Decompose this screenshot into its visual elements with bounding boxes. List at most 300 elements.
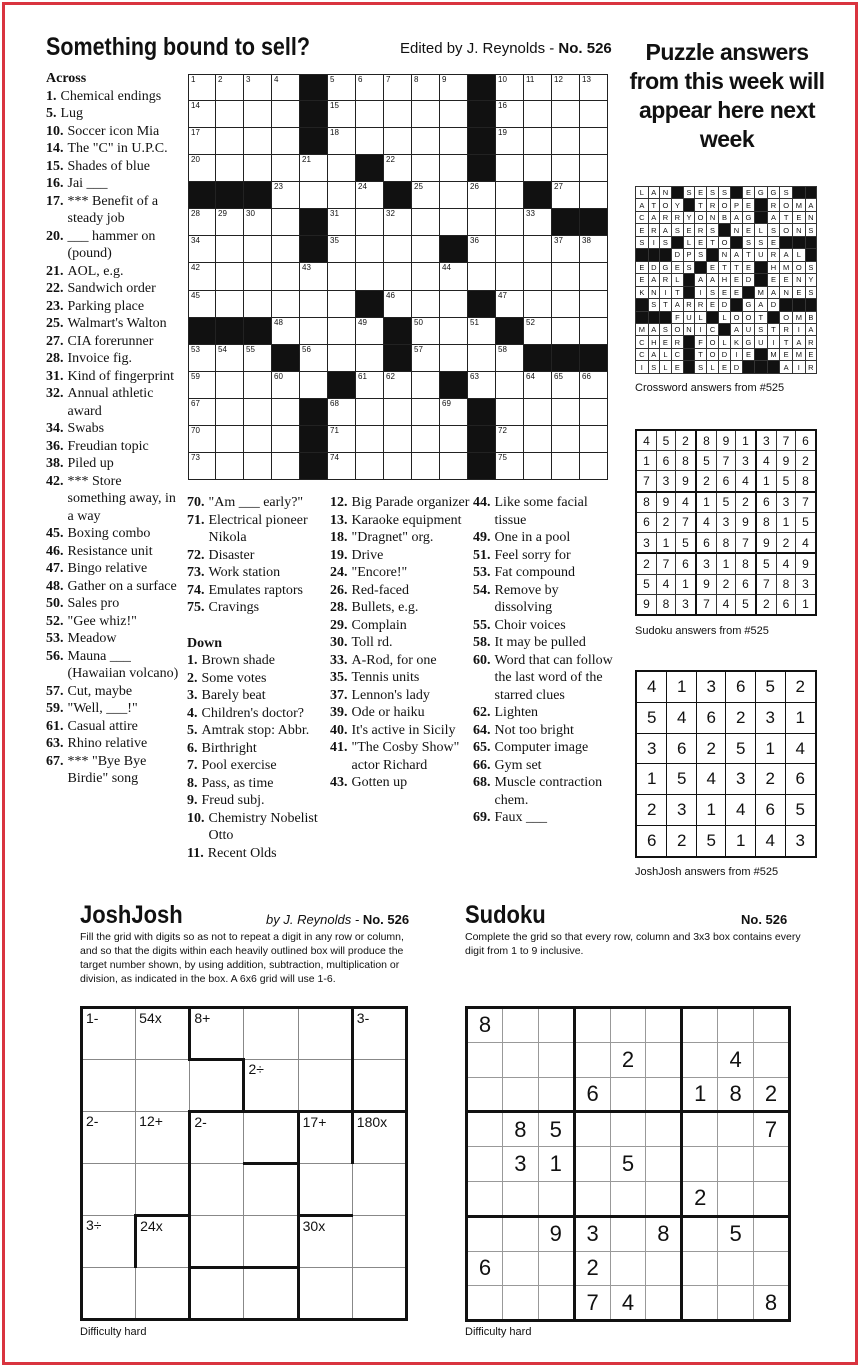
- crossword-cell[interactable]: [524, 291, 552, 318]
- crossword-cell[interactable]: [496, 426, 524, 453]
- sudoku-cell[interactable]: [502, 1042, 538, 1077]
- crossword-cell[interactable]: [524, 128, 552, 155]
- joshjosh-cell[interactable]: [298, 1268, 352, 1320]
- crossword-cell[interactable]: [496, 236, 524, 263]
- crossword-cell[interactable]: [188, 372, 216, 399]
- sudoku-cell[interactable]: [538, 1008, 574, 1043]
- crossword-cell[interactable]: [356, 426, 384, 453]
- crossword-cell[interactable]: [356, 182, 384, 209]
- crossword-cell[interactable]: [244, 236, 272, 263]
- sudoku-cell[interactable]: [574, 1112, 610, 1147]
- crossword-cell[interactable]: [552, 426, 580, 453]
- joshjosh-cell[interactable]: [136, 1216, 190, 1268]
- crossword-cell[interactable]: [496, 453, 524, 480]
- crossword-cell[interactable]: [524, 426, 552, 453]
- crossword-cell[interactable]: [356, 318, 384, 345]
- crossword-cell[interactable]: [440, 318, 468, 345]
- crossword-cell[interactable]: [272, 426, 300, 453]
- joshjosh-cell[interactable]: [136, 1008, 190, 1060]
- sudoku-given: 7: [754, 1112, 790, 1147]
- sudoku-cell[interactable]: [502, 1251, 538, 1286]
- crossword-cell[interactable]: [328, 263, 356, 290]
- crossword-cell[interactable]: [412, 182, 440, 209]
- sudoku-cell[interactable]: [538, 1042, 574, 1077]
- crossword-cell[interactable]: [384, 74, 412, 101]
- crossword-cell[interactable]: [328, 453, 356, 480]
- sudoku-cell[interactable]: [610, 1251, 646, 1286]
- crossword-cell[interactable]: [412, 236, 440, 263]
- joshjosh-cell[interactable]: [82, 1216, 136, 1268]
- crossword-cell[interactable]: [216, 74, 244, 101]
- crossword-cell[interactable]: [328, 236, 356, 263]
- crossword-cell[interactable]: [412, 291, 440, 318]
- clue-number: 40.: [330, 722, 348, 738]
- crossword-cell[interactable]: [272, 263, 300, 290]
- crossword-block: [468, 155, 496, 182]
- crossword-cell[interactable]: [496, 372, 524, 399]
- crossword-cell[interactable]: [272, 318, 300, 345]
- joshjosh-cell[interactable]: [136, 1164, 190, 1216]
- sudoku-cell[interactable]: [718, 1112, 754, 1147]
- sudoku-cell[interactable]: [682, 1042, 718, 1077]
- crossword-cell[interactable]: [412, 74, 440, 101]
- crossword-cell[interactable]: [272, 155, 300, 182]
- sudoku-cell[interactable]: [467, 1042, 503, 1077]
- crossword-cell[interactable]: [216, 128, 244, 155]
- crossword-cell[interactable]: [300, 155, 328, 182]
- joshjosh-cell[interactable]: [298, 1164, 352, 1216]
- crossword-cell[interactable]: [216, 426, 244, 453]
- answer-cell: 2: [636, 553, 656, 574]
- answer-cell: S: [780, 187, 793, 199]
- crossword-cell[interactable]: [188, 209, 216, 236]
- crossword-cell[interactable]: [384, 236, 412, 263]
- crossword-cell[interactable]: [356, 453, 384, 480]
- crossword-cell[interactable]: [412, 372, 440, 399]
- crossword-cell[interactable]: [328, 74, 356, 101]
- crossword-cell[interactable]: [412, 209, 440, 236]
- crossword-cell[interactable]: [552, 291, 580, 318]
- crossword-cell[interactable]: [216, 155, 244, 182]
- crossword-cell[interactable]: [412, 345, 440, 372]
- crossword-cell[interactable]: [244, 399, 272, 426]
- crossword-cell[interactable]: [188, 345, 216, 372]
- crossword-cell[interactable]: [524, 101, 552, 128]
- crossword-cell[interactable]: [440, 155, 468, 182]
- crossword-cell[interactable]: [272, 453, 300, 480]
- crossword-cell[interactable]: [468, 372, 496, 399]
- crossword-cell[interactable]: [384, 291, 412, 318]
- crossword-cell[interactable]: [188, 453, 216, 480]
- joshjosh-cell[interactable]: [190, 1268, 244, 1320]
- crossword-cell[interactable]: [384, 426, 412, 453]
- crossword-cell[interactable]: [328, 182, 356, 209]
- crossword-cell[interactable]: [468, 345, 496, 372]
- sudoku-cell[interactable]: [754, 1042, 790, 1077]
- sudoku-cell[interactable]: [718, 1147, 754, 1182]
- crossword-cell[interactable]: [496, 209, 524, 236]
- sudoku-cell[interactable]: [467, 1216, 503, 1251]
- crossword-cell[interactable]: [496, 101, 524, 128]
- crossword-cell[interactable]: [440, 74, 468, 101]
- crossword-cell[interactable]: [244, 426, 272, 453]
- crossword-cell[interactable]: [552, 74, 580, 101]
- sudoku-cell[interactable]: [682, 1112, 718, 1147]
- sudoku-cell[interactable]: [467, 1077, 503, 1112]
- crossword-cell[interactable]: [216, 101, 244, 128]
- crossword-cell[interactable]: [524, 236, 552, 263]
- sudoku-cell[interactable]: [538, 1251, 574, 1286]
- sudoku-cell[interactable]: [610, 1077, 646, 1112]
- sudoku-cell[interactable]: [502, 1286, 538, 1321]
- crossword-cell[interactable]: [412, 263, 440, 290]
- joshjosh-cell[interactable]: [298, 1216, 352, 1268]
- joshjosh-cell[interactable]: [244, 1268, 298, 1320]
- crossword-cell[interactable]: [216, 236, 244, 263]
- crossword-cell[interactable]: [440, 399, 468, 426]
- crossword-cell[interactable]: [524, 372, 552, 399]
- sudoku-cell[interactable]: [682, 1008, 718, 1043]
- answer-cell: S: [648, 299, 659, 311]
- crossword-cell[interactable]: [468, 263, 496, 290]
- crossword-cell[interactable]: [440, 426, 468, 453]
- crossword-cell[interactable]: [272, 209, 300, 236]
- crossword-cell[interactable]: [384, 101, 412, 128]
- sudoku-cell[interactable]: [754, 1181, 790, 1216]
- crossword-cell[interactable]: [188, 426, 216, 453]
- clue-number: 17.: [46, 193, 64, 209]
- crossword-cell[interactable]: [328, 155, 356, 182]
- joshjosh-cell[interactable]: [244, 1008, 298, 1060]
- crossword-cell[interactable]: [552, 155, 580, 182]
- joshjosh-cell[interactable]: [352, 1112, 406, 1164]
- joshjosh-cell[interactable]: [298, 1008, 352, 1060]
- crossword-cell[interactable]: [300, 182, 328, 209]
- joshjosh-cell[interactable]: [82, 1008, 136, 1060]
- joshjosh-cell[interactable]: [82, 1164, 136, 1216]
- sudoku-cell[interactable]: [646, 1181, 682, 1216]
- clue-item: [330, 564, 470, 582]
- crossword-cell[interactable]: [328, 128, 356, 155]
- crossword-cell[interactable]: [496, 263, 524, 290]
- joshjosh-cell[interactable]: [352, 1008, 406, 1060]
- sudoku-cell[interactable]: [646, 1077, 682, 1112]
- crossword-cell[interactable]: [216, 453, 244, 480]
- crossword-cell[interactable]: [552, 182, 580, 209]
- crossword-cell[interactable]: [328, 318, 356, 345]
- crossword-cell[interactable]: [552, 101, 580, 128]
- crossword-cell[interactable]: [272, 101, 300, 128]
- crossword-cell[interactable]: [356, 74, 384, 101]
- crossword-cell[interactable]: [300, 318, 328, 345]
- sudoku-cell[interactable]: [754, 1008, 790, 1043]
- joshjosh-cell[interactable]: [136, 1268, 190, 1320]
- crossword-cell[interactable]: [244, 74, 272, 101]
- crossword-cell[interactable]: [580, 399, 608, 426]
- joshjosh-cell[interactable]: [244, 1164, 298, 1216]
- joshjosh-cell[interactable]: [244, 1060, 298, 1112]
- sudoku-cell[interactable]: [682, 1251, 718, 1286]
- crossword-cell[interactable]: [496, 399, 524, 426]
- crossword-cell[interactable]: [524, 399, 552, 426]
- sudoku-cell[interactable]: [574, 1042, 610, 1077]
- crossword-cell[interactable]: [580, 453, 608, 480]
- crossword-cell[interactable]: [188, 399, 216, 426]
- sudoku-cell[interactable]: [574, 1181, 610, 1216]
- sudoku-cell[interactable]: [574, 1008, 610, 1043]
- crossword-cell[interactable]: [188, 263, 216, 290]
- sudoku-cell[interactable]: [646, 1008, 682, 1043]
- joshjosh-cell[interactable]: [352, 1060, 406, 1112]
- sudoku-cell[interactable]: [610, 1216, 646, 1251]
- crossword-cell[interactable]: [244, 453, 272, 480]
- crossword-cell[interactable]: [580, 372, 608, 399]
- crossword-cell[interactable]: [580, 155, 608, 182]
- joshjosh-cell[interactable]: [82, 1112, 136, 1164]
- joshjosh-cell[interactable]: [82, 1060, 136, 1112]
- sudoku-cell[interactable]: [502, 1008, 538, 1043]
- crossword-cell[interactable]: [580, 236, 608, 263]
- crossword-cell[interactable]: [272, 372, 300, 399]
- answer-block: [671, 187, 683, 199]
- crossword-cell[interactable]: [244, 155, 272, 182]
- clue-text: Freud subj.: [201, 793, 265, 808]
- crossword-cell[interactable]: [552, 318, 580, 345]
- sudoku-cell[interactable]: [467, 1286, 503, 1321]
- sudoku-cell[interactable]: [538, 1077, 574, 1112]
- crossword-cell[interactable]: [412, 128, 440, 155]
- crossword-cell[interactable]: [356, 236, 384, 263]
- crossword-cell[interactable]: [496, 74, 524, 101]
- crossword-cell[interactable]: [580, 182, 608, 209]
- crossword-cell[interactable]: [524, 209, 552, 236]
- crossword-cell[interactable]: [580, 74, 608, 101]
- crossword-cell[interactable]: [356, 372, 384, 399]
- sudoku-cell[interactable]: [646, 1286, 682, 1321]
- crossword-cell[interactable]: [216, 291, 244, 318]
- joshjosh-cell[interactable]: [136, 1060, 190, 1112]
- crossword-cell[interactable]: [384, 399, 412, 426]
- joshjosh-cell[interactable]: [244, 1216, 298, 1268]
- crossword-cell[interactable]: [244, 291, 272, 318]
- crossword-cell[interactable]: [356, 399, 384, 426]
- crossword-cell[interactable]: [580, 291, 608, 318]
- joshjosh-cell[interactable]: [298, 1112, 352, 1164]
- sudoku-cell[interactable]: [538, 1286, 574, 1321]
- sudoku-cell[interactable]: [502, 1077, 538, 1112]
- crossword-cell[interactable]: [440, 209, 468, 236]
- crossword-cell[interactable]: [440, 182, 468, 209]
- crossword-cell[interactable]: [188, 101, 216, 128]
- sudoku-cell[interactable]: [754, 1251, 790, 1286]
- sudoku-cell[interactable]: [610, 1181, 646, 1216]
- sudoku-cell[interactable]: [754, 1147, 790, 1182]
- crossword-cell[interactable]: [552, 453, 580, 480]
- crossword-cell[interactable]: [552, 263, 580, 290]
- joshjosh-cell[interactable]: [82, 1268, 136, 1320]
- crossword-cell[interactable]: [496, 128, 524, 155]
- crossword-cell[interactable]: [216, 209, 244, 236]
- answer-cell: 1: [656, 532, 675, 553]
- crossword-cell[interactable]: [440, 128, 468, 155]
- crossword-cell[interactable]: [188, 291, 216, 318]
- crossword-cell[interactable]: [440, 291, 468, 318]
- crossword-cell[interactable]: [384, 155, 412, 182]
- crossword-cell[interactable]: [552, 399, 580, 426]
- crossword-cell[interactable]: [412, 426, 440, 453]
- crossword-cell[interactable]: [580, 101, 608, 128]
- crossword-cell[interactable]: [468, 318, 496, 345]
- joshjosh-cell[interactable]: [352, 1268, 406, 1320]
- sudoku-cell[interactable]: [718, 1181, 754, 1216]
- crossword-cell[interactable]: [580, 426, 608, 453]
- crossword-cell[interactable]: [300, 263, 328, 290]
- sudoku-cell[interactable]: [754, 1216, 790, 1251]
- joshjosh-cell[interactable]: [190, 1164, 244, 1216]
- sudoku-cell[interactable]: [538, 1181, 574, 1216]
- crossword-cell[interactable]: [384, 453, 412, 480]
- crossword-cell[interactable]: [328, 426, 356, 453]
- crossword-row: [188, 318, 608, 345]
- crossword-cell[interactable]: [244, 128, 272, 155]
- crossword-cell[interactable]: [216, 345, 244, 372]
- sudoku-cell[interactable]: [502, 1216, 538, 1251]
- crossword-cell[interactable]: [580, 263, 608, 290]
- crossword-cell[interactable]: [468, 236, 496, 263]
- crossword-cell[interactable]: [552, 128, 580, 155]
- crossword-cell[interactable]: [244, 209, 272, 236]
- sudoku-cell[interactable]: [467, 1181, 503, 1216]
- joshjosh-cell[interactable]: [244, 1112, 298, 1164]
- crossword-cell[interactable]: [412, 318, 440, 345]
- sudoku-cell[interactable]: [467, 1147, 503, 1182]
- crossword-cell[interactable]: [384, 128, 412, 155]
- sudoku-cell[interactable]: [682, 1216, 718, 1251]
- crossword-cell[interactable]: [440, 101, 468, 128]
- crossword-cell[interactable]: [328, 101, 356, 128]
- sudoku-cell[interactable]: [574, 1147, 610, 1182]
- crossword-cell[interactable]: [300, 372, 328, 399]
- crossword-cell[interactable]: [244, 345, 272, 372]
- crossword-cell[interactable]: [272, 74, 300, 101]
- sudoku-cell[interactable]: [718, 1251, 754, 1286]
- crossword-cell[interactable]: [412, 101, 440, 128]
- crossword-grid[interactable]: [188, 74, 608, 480]
- crossword-cell[interactable]: [496, 345, 524, 372]
- crossword-cell[interactable]: [244, 101, 272, 128]
- crossword-cell[interactable]: [524, 453, 552, 480]
- sudoku-cell[interactable]: [646, 1251, 682, 1286]
- crossword-cell[interactable]: [328, 399, 356, 426]
- joshjosh-grid[interactable]: [80, 1006, 408, 1321]
- crossword-cell[interactable]: [524, 74, 552, 101]
- sudoku-cell[interactable]: [646, 1147, 682, 1182]
- crossword-cell[interactable]: [552, 372, 580, 399]
- sudoku-cell[interactable]: [682, 1147, 718, 1182]
- crossword-cell[interactable]: [300, 345, 328, 372]
- crossword-cell[interactable]: [272, 182, 300, 209]
- sudoku-cell[interactable]: [610, 1008, 646, 1043]
- crossword-cell[interactable]: [328, 345, 356, 372]
- crossword-cell[interactable]: [524, 155, 552, 182]
- crossword-cell[interactable]: [272, 399, 300, 426]
- crossword-cell[interactable]: [300, 291, 328, 318]
- crossword-cell[interactable]: [356, 209, 384, 236]
- sudoku-cell[interactable]: [682, 1286, 718, 1321]
- crossword-cell[interactable]: [384, 263, 412, 290]
- crossword-cell[interactable]: [216, 399, 244, 426]
- crossword-cell[interactable]: [440, 345, 468, 372]
- crossword-cell[interactable]: [412, 453, 440, 480]
- crossword-cell[interactable]: [356, 101, 384, 128]
- joshjosh-cell[interactable]: [352, 1164, 406, 1216]
- crossword-cell[interactable]: [272, 291, 300, 318]
- crossword-cell[interactable]: [384, 372, 412, 399]
- crossword-cell[interactable]: [244, 263, 272, 290]
- crossword-cell[interactable]: [496, 182, 524, 209]
- sudoku-cell[interactable]: [502, 1181, 538, 1216]
- sudoku-grid[interactable]: [465, 1006, 791, 1322]
- sudoku-cell[interactable]: [646, 1042, 682, 1077]
- crossword-cell[interactable]: [272, 236, 300, 263]
- crossword-cell[interactable]: [244, 372, 272, 399]
- joshjosh-cell[interactable]: [190, 1060, 244, 1112]
- crossword-cell[interactable]: [468, 209, 496, 236]
- sudoku-cell[interactable]: [646, 1112, 682, 1147]
- crossword-cell[interactable]: [188, 74, 216, 101]
- sudoku-cell[interactable]: [718, 1286, 754, 1321]
- crossword-cell[interactable]: [580, 318, 608, 345]
- crossword-cell[interactable]: [328, 209, 356, 236]
- clue-text: Feel sorry for: [494, 547, 571, 563]
- sudoku-given: 8: [467, 1008, 503, 1043]
- answer-block: [648, 249, 659, 261]
- crossword-cell[interactable]: [496, 291, 524, 318]
- crossword-cell[interactable]: [440, 453, 468, 480]
- crossword-cell[interactable]: [188, 155, 216, 182]
- crossword-cell[interactable]: [412, 399, 440, 426]
- crossword-cell[interactable]: [328, 291, 356, 318]
- sudoku-cell[interactable]: [610, 1112, 646, 1147]
- crossword-cell[interactable]: [412, 155, 440, 182]
- crossword-cell[interactable]: [440, 263, 468, 290]
- crossword-cell[interactable]: [580, 128, 608, 155]
- crossword-cell[interactable]: [216, 372, 244, 399]
- crossword-cell[interactable]: [188, 236, 216, 263]
- crossword-cell[interactable]: [524, 263, 552, 290]
- crossword-cell[interactable]: [384, 209, 412, 236]
- crossword-cell[interactable]: [356, 128, 384, 155]
- crossword-cell[interactable]: [356, 263, 384, 290]
- joshjosh-cell[interactable]: [190, 1112, 244, 1164]
- crossword-cell[interactable]: [468, 182, 496, 209]
- joshjosh-cell[interactable]: [190, 1216, 244, 1268]
- sudoku-cell[interactable]: [467, 1112, 503, 1147]
- answer-cell: S: [695, 249, 707, 261]
- crossword-cell[interactable]: [272, 128, 300, 155]
- joshjosh-cell[interactable]: [298, 1060, 352, 1112]
- crossword-cell[interactable]: [496, 155, 524, 182]
- joshjosh-cell[interactable]: [190, 1008, 244, 1060]
- joshjosh-cell[interactable]: [352, 1216, 406, 1268]
- sudoku-cell[interactable]: [718, 1008, 754, 1043]
- crossword-cell[interactable]: [524, 318, 552, 345]
- crossword-cell[interactable]: [216, 263, 244, 290]
- crossword-cell[interactable]: [356, 345, 384, 372]
- joshjosh-cell[interactable]: [136, 1112, 190, 1164]
- crossword-cell[interactable]: [552, 236, 580, 263]
- crossword-cell[interactable]: [188, 128, 216, 155]
